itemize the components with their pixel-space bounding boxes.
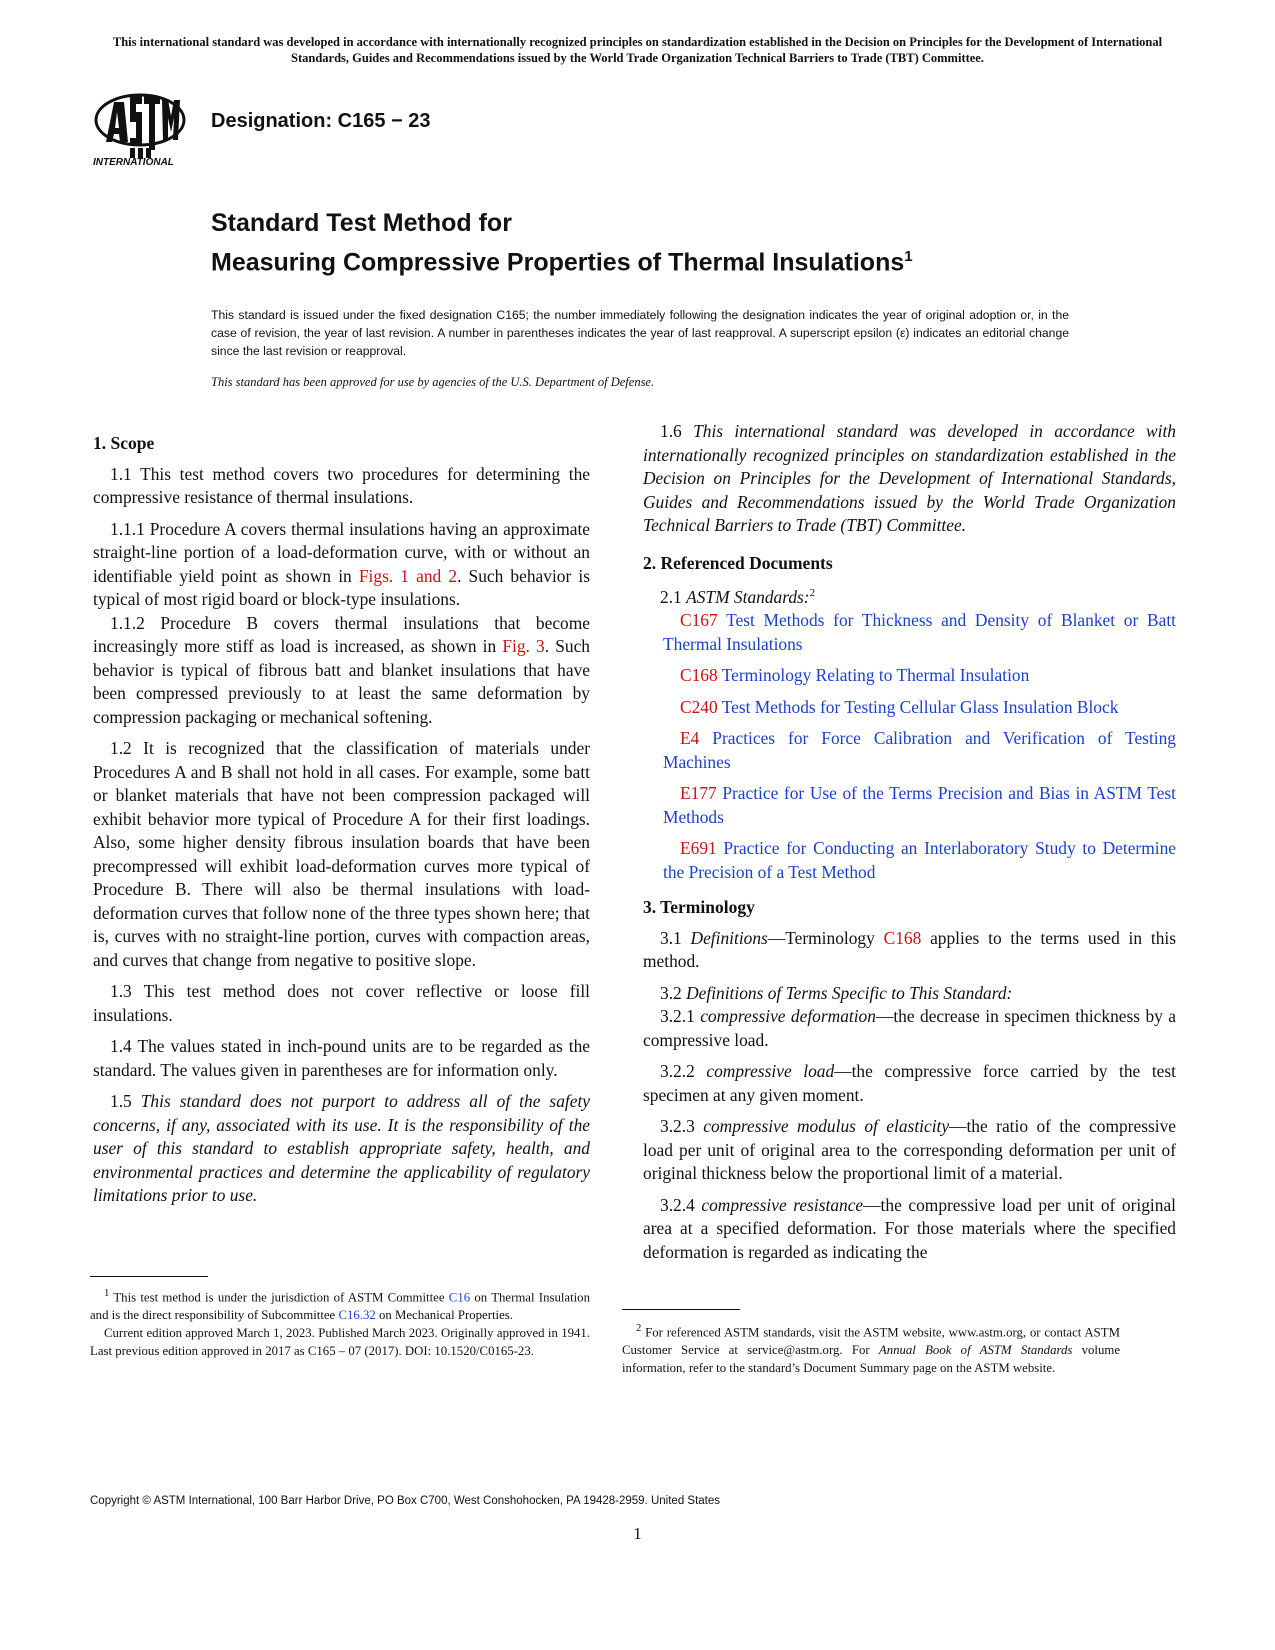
paragraph-1-6: 1.6 This international standard was developed in accordance with internationally recognized principles on standardization established in the Decision on Principles for the Development of International Standards, Guides and Recommendations issued by the World Trade Organization Technical Barriers to Trade (TBT) Committee. — [643, 421, 1176, 535]
section-heading-referenced-documents: 2. Referenced Documents — [643, 552, 833, 573]
title-line-1: Standard Test Method for — [211, 209, 512, 237]
footnote-1: $^1$ This test method is under the jurisdiction of ASTM Committee C16 on Thermal Insulation and is the direct responsibility of Subcommittee C16.32 on Mechanical Properties. Current edition approved March 1, 2023. Published March 2023. Originally approved in 1941. Last previous edition approved in 2017 as C165 – 07 (2017). DOI: 10.1520/C0165-23. — [90, 1288, 590, 1359]
paragraph-3-1: 3.1 Definitions—Terminology C168 applies to the terms used in this method. — [643, 927, 1176, 972]
right-column — [643, 420, 1176, 1272]
document-title — [211, 207, 1111, 279]
reference-item[interactable]: E4 Practices for Force Calibration and Verification of Testing Machines — [663, 728, 1176, 772]
reference-item[interactable]: C167 Test Methods for Thickness and Density of Blanket or Batt Thermal Insulations — [663, 610, 1176, 654]
paragraph-3-2-4: 3.2.4 compressive resistance—the compressive load per unit of original area at a specified deformation. For those materials where the specified deformation is regarded as indicating the — [643, 1194, 1177, 1262]
left-column — [93, 432, 590, 1216]
logo-caption: INTERNATIONAL — [93, 157, 174, 168]
reference-item[interactable]: C168 Terminology Relating to Thermal Insulation — [680, 665, 1030, 686]
paragraph-3-2: 3.2 Definitions of Terms Specific to This Standard: — [660, 982, 1013, 1003]
section-heading-terminology: 3. Terminology — [643, 897, 755, 918]
c168-link[interactable]: C168 — [883, 927, 922, 948]
footnote-rule-left — [90, 1276, 208, 1277]
section-heading-scope: 1. Scope — [93, 433, 155, 453]
footnote-rule-right — [622, 1309, 740, 1310]
designation: Designation: C165 − 23 — [211, 110, 431, 132]
paragraph-1-4: 1.4 The values stated in inch-pound units are to be regarded as the standard. The values given in parentheses are for information only. — [93, 1036, 590, 1080]
paragraph-3-2-2: 3.2.2 compressive load—the compressive force carried by the test specimen at any given moment. — [643, 1061, 1176, 1105]
issued-note: This standard is issued under the fixed designation C165; the number immediately following the designation indicates the year of original adoption or, in the case of revision, the year of last revision. A number in parentheses indicates the year of last reapproval. A superscript epsilon (ε) indicates an editorial change since the last revision or reapproval. — [211, 308, 1069, 358]
paragraph-3-2-3: 3.2.3 compressive modulus of elasticity—the ratio of the compressive load per unit of original area to the corresponding deformation per unit of original thickness below the proportional limit of a material. — [643, 1116, 1176, 1184]
reference-list — [643, 609, 1176, 884]
paragraph-3-2-1: 3.2.1 compressive deformation—the decrease in specimen thickness by a compressive load. — [643, 1006, 1176, 1050]
approved-note: This standard has been approved for use by agencies of the U.S. Department of Defense. — [211, 375, 655, 389]
c16-link[interactable]: C16 — [448, 1290, 471, 1305]
top-notice: This international standard was developed in accordance with internationally recognized principles on standardization established in the Decision on Principles for the Development of International Standards, Guides and Recommendations issued by the World Trade Organization Technical Barriers to Trade (TBT) Committee. — [112, 35, 1163, 65]
copyright: Copyright © ASTM International, 100 Barr Harbor Drive, PO Box C700, West Conshohocken, PA 19428-2959. United States — [90, 1495, 721, 1507]
title-line-2: Measuring Compressive Properties of Thermal Insulations$^1$ — [211, 248, 913, 277]
c16-32-link[interactable]: C16.32 — [338, 1308, 376, 1323]
paragraph-1-5: 1.5 This standard does not purport to address all of the safety concerns, if any, associated with its use. It is the responsibility of the user of this standard to establish appropriate safety, health, and environmental practices and determine the applicability of regulatory limitations prior to use. — [93, 1091, 591, 1205]
title-footnote-mark: 1 — [904, 248, 913, 265]
reference-item[interactable]: C240 Test Methods for Testing Cellular Glass Insulation Block — [680, 696, 1119, 717]
footnote-2: $^2$ For referenced ASTM standards, visit the ASTM website, www.astm.org, or contact ASTM Customer Service at service@astm.org. For Annual Book of ASTM Standards volume information, refer to the standard’s Document Summary page on the ASTM website. — [622, 1323, 1121, 1376]
fig-3-link[interactable]: Fig. 3 — [502, 636, 545, 656]
reference-item[interactable]: E177 Practice for Use of the Terms Precision and Bias in ASTM Test Methods — [663, 783, 1176, 827]
page-number: 1 — [633, 1524, 642, 1543]
paragraph-1-2: 1.2 It is recognized that the classification of materials under Procedures A and B shall not hold in all cases. For example, some batt or blanket materials that have not been compression packaged will exhibit behavior more typical of Procedure A for their first loadings. Also, some higher density fibrous insulation boards that have been precompressed will exhibit load-deformation curves more typical of Procedure B. There will also be thermal insulations with load-deformation curves that follow none of the three types shown here; that is, curves with no straight-line portion, curves with compaction areas, and curves that change from negative to positive slope. — [93, 738, 590, 970]
paragraph-1-3: 1.3 This test method does not cover reflective or loose fill insulations. — [93, 981, 590, 1025]
figs-1-2-link[interactable]: Figs. 1 and 2 — [358, 565, 458, 586]
paragraph-1-1-1: 1.1.1 Procedure A covers thermal insulations having an approximate straight-line portion of a load-deformation curve, with or without an identifiable yield point as shown in Figs. 1 and 2. Such behavior is typical of most rigid board or block-type insulations. — [93, 518, 590, 609]
paragraph-1-1-2: 1.1.2 Procedure B covers thermal insulations that become increasingly more stiff as load is increased, as shown in Fig. 3. Such behavior is typical of fibrous batt and blanket insulations that have been compressed previously to at least the same deformation by compression packaging or mechanical softening. — [93, 612, 590, 727]
reference-item[interactable]: E691 Practice for Conducting an Interlaboratory Study to Determine the Precision of a Test Method — [663, 838, 1176, 882]
paragraph-1-1: 1.1 This test method covers two procedures for determining the compressive resistance of thermal insulations. — [93, 463, 590, 507]
paragraph-2-1: 2.1 ASTM Standards:$^2$ — [660, 586, 816, 607]
